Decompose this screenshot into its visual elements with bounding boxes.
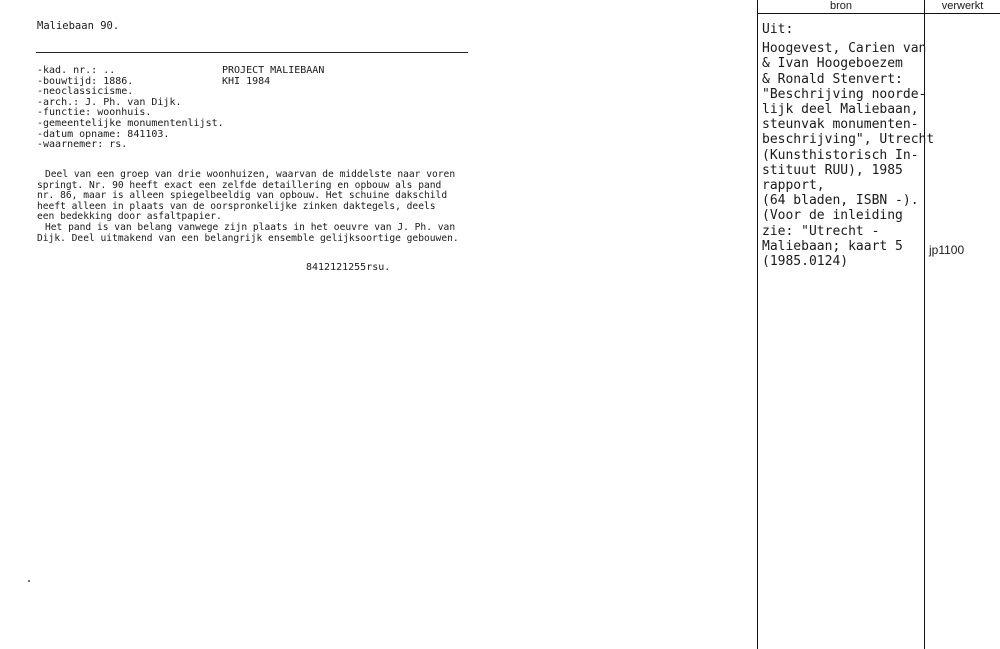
speck-mark — [28, 580, 30, 582]
field-monumentenlijst: -gemeentelijke monumentenlijst. — [37, 117, 224, 129]
processed-code: jp1100 — [929, 243, 965, 257]
source-label: Uit: — [762, 22, 794, 37]
bron-header: bron — [829, 0, 853, 12]
source-line: Maliebaan; kaart 5 — [762, 238, 903, 254]
field-architect: -arch.: J. Ph. van Dijk. — [37, 96, 182, 108]
field-datum-opname: -datum opname: 841103. — [37, 128, 170, 140]
source-line: Hoogevest, Carien van — [762, 41, 927, 57]
field-style: -neoclassicisme. — [37, 86, 134, 98]
source-line: "Beschrijving noorde- — [762, 86, 927, 102]
source-line: (64 bladen, ISBN -). — [762, 193, 919, 209]
record-code: 8412121255rsu. — [306, 262, 391, 273]
description-line: Het pand is van belang vanwege zijn plaats in het oeuvre van J. Ph. van — [45, 221, 456, 233]
field-functie: -functie: woonhuis. — [37, 107, 152, 119]
description-line: Dijk. Deel uitmakend van een belangrijk ensemble gelijksoortige gebouwen. — [37, 232, 459, 244]
source-line: & Ronald Stenvert: — [762, 71, 903, 87]
source-line: steunvak monumenten- — [762, 117, 919, 133]
field-kad-nr: -kad. nr.: .. — [37, 65, 116, 76]
record-fields — [37, 66, 224, 151]
project-code: KHI 1984 — [222, 75, 271, 87]
description-text — [37, 170, 462, 244]
source-line: beschrijving", Utrecht — [762, 132, 935, 148]
source-line: (Kunsthistorisch In- — [762, 147, 919, 163]
source-line: & Ivan Hoogeboezem — [762, 56, 903, 72]
header-underline — [757, 13, 1000, 14]
source-line: (1985.0124) — [762, 254, 849, 270]
source-line: stituut RUU), 1985 — [762, 162, 903, 178]
verwerkt-header: verwerkt — [941, 0, 984, 12]
project-name: PROJECT MALIEBAAN — [222, 65, 325, 76]
source-line: zie: "Utrecht - — [762, 223, 880, 239]
field-bouwtijd: -bouwtijd: 1886. — [37, 75, 134, 87]
description-line: heeft alleen in plaats van de oorspronkelijke zinken daktegels, deels — [37, 200, 436, 212]
address-heading: Maliebaan 90. — [37, 20, 120, 32]
field-waarnemer: -waarnemer: rs. — [37, 139, 128, 151]
source-line: lijk deel Maliebaan, — [762, 102, 919, 118]
column-border-left — [757, 0, 758, 649]
description-line: springt. Nr. 90 heeft exact een zelfde detaillering en opbouw als pand — [37, 179, 442, 191]
source-citation — [762, 22, 935, 270]
source-line: (Voor de inleiding — [762, 208, 903, 224]
description-line: Deel van een groep van drie woonhuizen, waarvan de middelste naar voren — [45, 169, 456, 180]
divider-line — [36, 52, 468, 53]
description-line: een bedekking door asfaltpapier. — [37, 211, 222, 223]
description-line: nr. 86, maar is alleen spiegelbeeldig van opbouw. Het schuine dakschild — [37, 190, 448, 202]
project-block — [222, 66, 324, 87]
source-line: rapport, — [762, 178, 825, 194]
